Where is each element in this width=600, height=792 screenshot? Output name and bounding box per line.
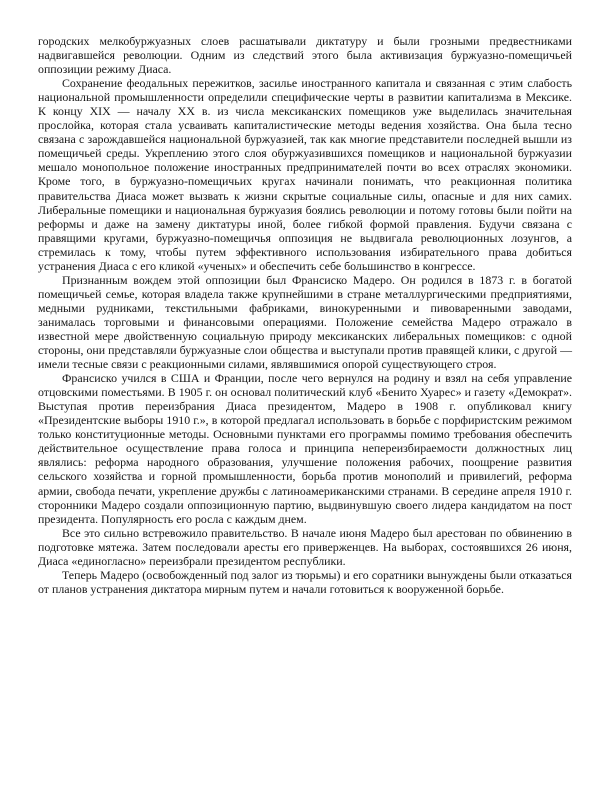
book-page (38, 34, 572, 596)
paragraph-armed-struggle: Теперь Мадеро (освобожденный под залог из тюрьмы) и его соратники вынуждены были отказаться от планов устранения диктатора мирным путем и начали готовиться к вооруженной борьбе. (38, 567, 572, 596)
paragraph-capitalism-in-mexico: Сохранение феодальных пережитков, засилье иностранного капитала и связанная с этим слабость национальной промышленности определили специфические черты в развитии капитализма в Мексике. К концу XIX — началу XX в. из числа мексиканских помещиков уже выделилась значительная прослойка, которая стала усваивать капиталистические методы ведения хозяйства. Она была тесно связана с зарождавшейся национальной буржуазией, так как многие представители последней вышли из помещичьей среды. Укреплению этого слоя обуржуазившихся помещиков и национальной буржуазии мешало монопольное положение иностранных предпринимателей почти во всех отраслях экономики. Кроме того, в буржуазно-помещичьих кругах начинали понимать, что реакционная политика правительства Диаса может вызвать к жизни скрытые социальные силы, опасные и для них самих. Либеральные помещики и национальная буржуазия боялись революции и потому готовы были пойти на реформы и даже на замену диктатуры иной, более гибкой формой правления. Будучи связана с правящими кругами, буржуазно-помещичья оппозиция не выдвигала революционных лозунгов, а стремилась к тому, чтобы путем эффективного использования избирательного права добиться устранения Диаса с его кликой «ученых» и обеспечить себе большинство в конгрессе. (38, 76, 572, 273)
paragraph-madero-program: Франсиско учился в США и Франции, после чего вернулся на родину и взял на себя управление отцовскими поместьями. В 1905 г. он основал политический клуб «Бенито Хуарес» и газету «Демократ». Выступая против переизбрания Диаса президентом, Мадеро в 1908 г. опубликовал книгу «Президентские выборы 1910 г.», в которой предлагал использовать в борьбе с порфиристским режимом только конституционные методы. Основными пунктами его программы помимо требования обеспечить действительное осуществление права голоса и принципа непереизбираемости должностных лиц являлись: реформа народного образования, улучшение положения рабочих, поощрение развития сельского хозяйства и горной промышленности, борьба против монополий и привилегий, реформа армии, свобода печати, укрепление дружбы с латиноамериканскими странами. В середине апреля 1910 г. сторонники Мадеро создали оппозиционную партию, выдвинувшую своего лидера кандидатом на пост президента. Популярность его росла с каждым днем. (38, 371, 572, 526)
paragraph-madero-biography: Признанным вождем этой оппозиции был Франсиско Мадеро. Он родился в 1873 г. в богатой помещичьей семье, которая владела также крупнейшими в стране металлургическими предприятиями, медными рудниками, текстильными фабриками, винокуренными и пивоваренными заводами, занималась торговыми и финансовыми операциями. Положение семейства Мадеро отражало в известной мере двойственную социальную природу мексиканских либеральных помещиков: с одной стороны, они представляли буржуазные слои общества и выступали против правящей клики, с другой — имели тесные связи с реакционными силами, являвшимися опорой существующего строя. (38, 272, 572, 372)
paragraph-arrest: Все это сильно встревожило правительство. В начале июня Мадеро был арестован по обвинению в подготовке мятежа. Затем последовали аресты его приверженцев. На выборах, состоявшихся 26 июня, Диаса «единогласно» переизбрали президентом республики. (38, 525, 572, 568)
paragraph-continuation: городских мелкобуржуазных слоев расшатывали диктатуру и были грозными предвестниками надвигавшейся революции. Одним из следствий этого была активизация буржуазно-помещичьей оппозиции режиму Диаса. (38, 34, 572, 77)
